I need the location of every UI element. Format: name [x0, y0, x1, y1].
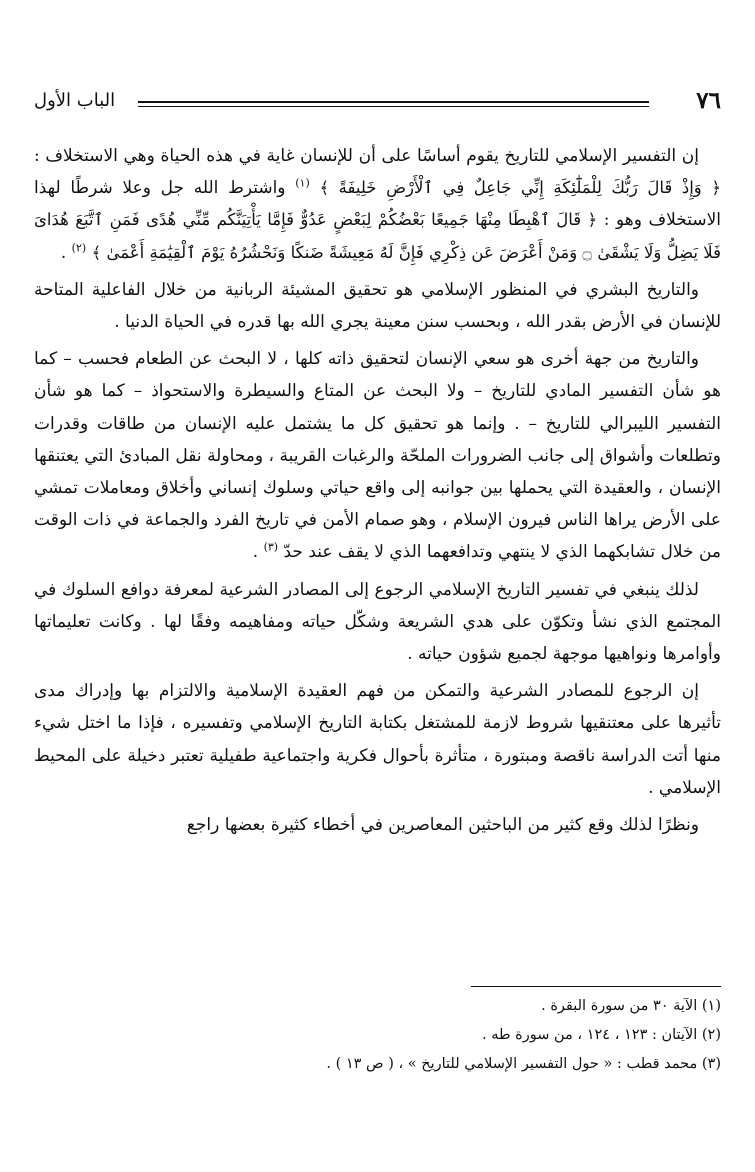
footnote-3: (٣) محمد قطب : « حول التفسير الإسلامي للتاريخ » ، ( ص ١٣ ) . [326, 1056, 721, 1072]
quran-verse: ﴿ وَإِذْ قَالَ رَبُّكَ لِلْمَلَٰٓئِكَةِ إِنِّي جَاعِلٌ فِي ٱلْأَرْضِ خَلِيفَةً ﴾ [319, 178, 721, 198]
footnote-ref: (١) [295, 176, 310, 190]
footnote-2: (٢) الآيتان : ١٢٣ ، ١٢٤ ، من سورة طه . [482, 1027, 721, 1043]
footnote-ref: (٢) [71, 240, 87, 254]
chapter-title: الباب الأول [34, 90, 116, 111]
quran-verse: ﴿ قَالَ ٱهْبِطَا مِنْهَا جَمِيعًا بَعْضُكُمْ لِبَعْضٍ عَدُوٌّ فَإِمَّا يَأْتِيَنَّكُم مِّنِّي هُدًى فَمَنِ ٱتَّبَعَ هُدَاىَ فَلَا يَضِلُّ وَلَا يَشْقَىٰ ۝ وَمَنْ أَعْرَضَ عَن ذِكْرِي فَإِنَّ لَهُ مَعِيشَةً ضَنكًا وَنَحْشُرُهُ يَوْمَ ٱلْقِيَٰمَةِ أَعْمَىٰ ﴾ [34, 210, 721, 262]
footnote-separator [471, 986, 721, 987]
paragraph-text: لذلك ينبغي في تفسير التاريخ الإسلامي الرجوع إلى المصادر الشرعية لمعرفة دوافع السلوك في المجتمع الذي نشأ وتكوّن على هدي الشريعة وشكّل حياته ومفاهيمه وفقًا لها . وكانت تعليماتها وأوامرها ونواهيها موجهة لجميع شؤون حياته . [34, 579, 721, 665]
paragraph-5 [34, 675, 721, 804]
paragraph-1 [34, 140, 721, 269]
page-number: ٧٦ [696, 87, 721, 114]
header-rule [138, 101, 649, 107]
footnote-1: (١) الآية ٣٠ من سورة البقرة . [541, 998, 721, 1014]
paragraph-text: إن الرجوع للمصادر الشرعية والتمكن من فهم العقيدة الإسلامية والالتزام بها وإدراك مدى تأثيرها على معتنقيها شروط لازمة للمشتغل بكتابة التاريخ الإسلامي وتفسيره ، فإذا ما اختل شيء منها أتت الدراسة ناقصة ومبتورة ، متأثرة بأحوال فكرية واجتماعية طفيلية تعتبر دخيلة على المحيط الإسلامي . [34, 681, 721, 798]
paragraph-end: . [60, 242, 67, 263]
main-text [34, 140, 721, 846]
paragraph-text: واشترط الله جل وعلا شرطًا لهذا الاستخلاف وهو : [34, 178, 721, 231]
paragraph-3 [34, 343, 721, 568]
paragraph-6 [34, 809, 721, 841]
footnote-ref: (٣) [263, 540, 279, 554]
paragraph-text: والتاريخ البشري في المنظور الإسلامي هو تحقيق المشيئة الربانية من خلال الفاعلية المتاحة للإنسان في الأرض بقدر الله ، وبحسب سنن معينة يجري الله بها قدره في الحياة الدنيا . [34, 279, 721, 333]
paragraph-text: ونظرًا لذلك وقع كثير من الباحثين المعاصرين في أخطاء كثيرة بعضها راجع [186, 815, 699, 836]
footnotes [34, 992, 721, 1079]
page-header [34, 88, 721, 116]
paragraph-2 [34, 274, 721, 338]
paragraph-text: إن التفسير الإسلامي للتاريخ يقوم أساسًا على أن للإنسان غاية في هذه الحياة وهي الاستخلاف : [34, 146, 699, 166]
paragraph-4 [34, 574, 721, 671]
paragraph-end: . [252, 542, 259, 563]
paragraph-text: والتاريخ من جهة أخرى هو سعي الإنسان لتحقيق ذاته كلها ، لا البحث عن الطعام فحسب – كما هو شأن التفسير المادي للتاريخ – ولا البحث عن المتاع والسيطرة والاستحواذ – كما هو شأن التفسير الليبرالي للتاريخ – . وإنما هو تحقيق كل ما يشتمل عليه الإنسان من طاقات وقدرات وتطلعات وأشواق إلى جانب الضرورات الملحّة والرغبات القريبة ، ومحاولة نقل المبادئ التي يعتنقها الإنسان ، والعقيدة التي يحملها بين جوانبه إلى واقع حياتي وسلوك إنساني وأخلاق ومعاملات تمشي على الأرض يراها الناس فيرون الإسلام ، وهو صمام الأمن في تاريخ الفرد والجماعة في ذات الوقت من خلال تشابكهما الذي لا ينتهي وتدافعهما الذي لا يقف عند حدّ [34, 349, 721, 563]
